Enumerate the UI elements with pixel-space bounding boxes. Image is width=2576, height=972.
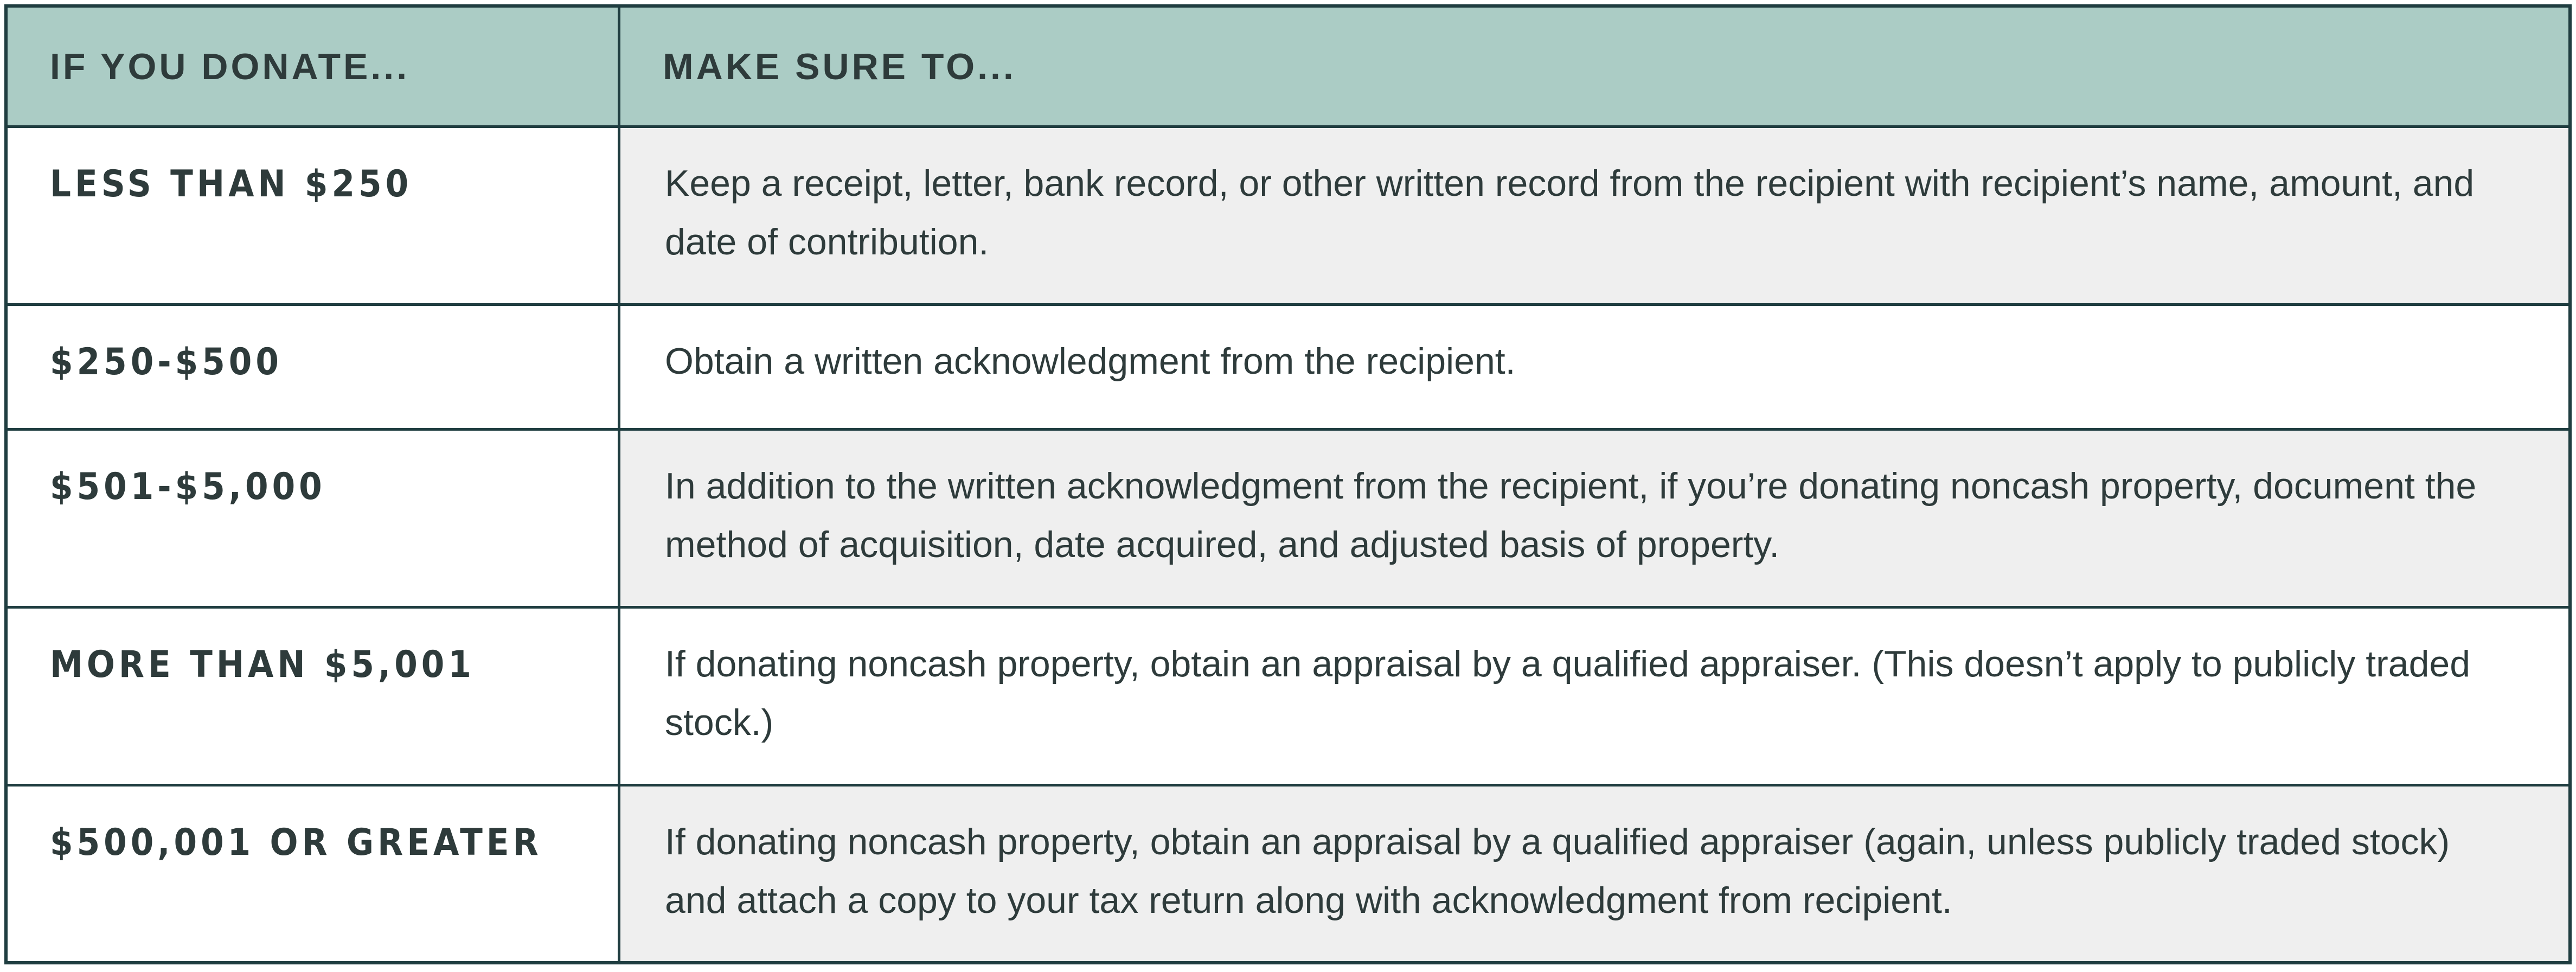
instruction-text: If donating noncash property, obtain an appraisal by a qualified appraiser. (This doesn’t apply to publicly traded stock.) <box>665 643 2471 743</box>
header-label-donate: IF YOU DONATE... <box>50 46 410 87</box>
instruction-text: Keep a receipt, letter, bank record, or other written record from the recipient with recipient’s name, amount, and date of contribution. <box>665 163 2475 263</box>
table-row-5-instruction-cell <box>620 786 2568 961</box>
amount-label: $501-$5,000 <box>50 465 326 508</box>
table-row-1-amount-cell <box>8 128 620 306</box>
instruction-text: Obtain a written acknowledgment from the recipient. <box>665 341 1516 382</box>
instruction-text: If donating noncash property, obtain an appraisal by a qualified appraiser (again, unless publicly traded stock) and attach a copy to your tax return along with acknowledgment from recipient. <box>665 821 2450 921</box>
amount-label: MORE THAN $5,001 <box>50 643 475 686</box>
table-row-5-amount-cell <box>8 786 620 961</box>
instruction-text: In addition to the written acknowledgment from the recipient, if you’re donating noncash property, document the method of acquisition, date acquired, and adjusted basis of property. <box>665 465 2477 565</box>
amount-label: $250-$500 <box>50 341 283 383</box>
table-row-1-instruction-cell <box>620 128 2568 306</box>
table-row-2-amount-cell <box>8 306 620 431</box>
table-row-2-instruction-cell <box>620 306 2568 431</box>
header-cell-donate <box>8 8 620 128</box>
header-label-make-sure: MAKE SURE TO... <box>663 46 1016 87</box>
table-row-4-amount-cell <box>8 609 620 786</box>
table-row-3-amount-cell <box>8 431 620 609</box>
table-row-3-instruction-cell <box>620 431 2568 609</box>
amount-label: $500,001 OR GREATER <box>50 821 542 864</box>
table-row-4-instruction-cell <box>620 609 2568 786</box>
amount-label: LESS THAN $250 <box>50 163 413 206</box>
header-cell-make-sure <box>620 8 2568 128</box>
donation-requirements-table <box>4 4 2572 964</box>
